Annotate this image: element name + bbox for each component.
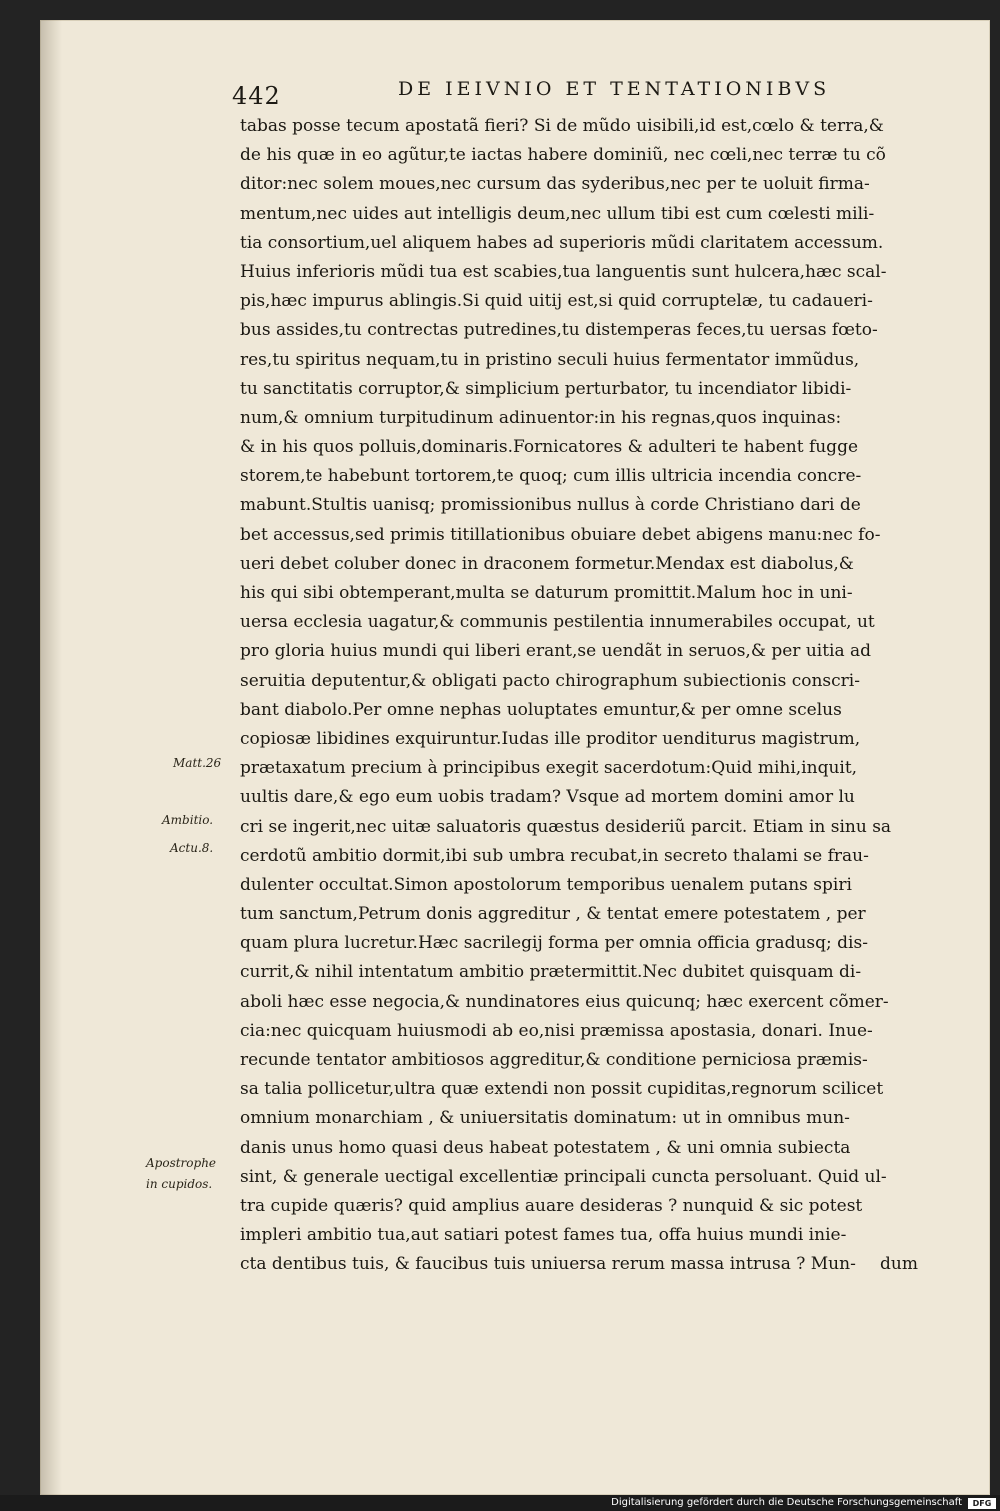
text-line: sint, & generale uectigal excellentiæ principali cuncta persoluant. Quid ul-: [240, 1166, 887, 1187]
text-line: his qui sibi obtemperant,multa se daturum promittit.Malum hoc in uni-: [240, 583, 853, 603]
text-line: cri se ingerit,nec uitæ saluatoris quæstus desideriũ parcit. Etiam in sinu sa: [240, 816, 892, 837]
text-line: tum sanctum,Petrum donis aggreditur , & tentat emere potestatem , per: [240, 904, 866, 925]
margin-note-apostrophe: Apostrophe: [146, 1156, 217, 1170]
text-line: mabunt.Stultis uanisq; promissionibus nullus à corde Christiano dari de: [240, 495, 861, 516]
text-line: bus assides,tu contrectas putredines,tu distemperas feces,tu uersas fœto-: [240, 320, 878, 341]
text-line: storem,te habebunt tortorem,te quoq; cum illis ultricia incendia concre-: [240, 466, 862, 487]
margin-note-matt: Matt.26: [173, 756, 222, 770]
text-line: tabas posse tecum apostatã fieri? Si de mũdo uisibili,id est,cœlo & terra,&: [240, 116, 884, 136]
page-gutter: [40, 20, 62, 1495]
text-line: quam plura lucretur.Hæc sacrilegij forma per omnia officia gradusq; dis-: [240, 933, 868, 954]
text-line: sa talia pollicetur,ultra quæ extendi non possit cupiditas,regnorum scilicet: [240, 1079, 884, 1100]
text-line: ditor:nec solem moues,nec cursum das syderibus,nec per te uoluit firma-: [240, 174, 870, 195]
text-line: uultis dare,& ego eum uobis tradam? Vsque ad mortem domini amor lu: [240, 787, 855, 808]
text-line: cerdotũ ambitio dormit,ibi sub umbra recubat,in secreto thalami se frau-: [240, 845, 869, 866]
text-line: impleri ambitio tua,aut satiari potest fames tua, offa huius mundi inie-: [240, 1225, 847, 1246]
funding-notice: Digitalisierung gefördert durch die Deutsche Forschungsgemeinschaft: [611, 1497, 962, 1508]
text-line: seruitia deputentur,& obligati pacto chirographum subiectionis conscri-: [240, 670, 860, 691]
margin-note-actu: Actu.8.: [170, 841, 214, 855]
margin-note-ambitio: Ambitio.: [162, 813, 214, 827]
text-line: de his quæ in eo agũtur,te iactas habere dominiũ, nec cœli,nec terræ tu cõ: [240, 145, 886, 166]
text-line: cia:nec quicquam huiusmodi ab eo,nisi præmissa apostasia, donari. Inue-: [240, 1020, 873, 1041]
text-line: Huius inferioris mũdi tua est scabies,tua languentis sunt hulcera,hæc scal-: [240, 261, 887, 282]
margin-note-in-cupidos: in cupidos.: [146, 1177, 213, 1191]
text-line: bet accessus,sed primis titillationibus obuiare debet abigens manu:nec fo-: [240, 524, 881, 545]
text-line: pro gloria huius mundi qui liberi erant,se uendãt in seruos,& per uitia ad: [240, 641, 872, 662]
body-text: [240, 112, 940, 1280]
page-number: 442: [232, 82, 281, 110]
text-line: danis unus homo quasi deus habeat potestatem , & uni omnia subiecta: [240, 1137, 851, 1158]
text-line: & in his quos polluis,dominaris.Fornicatores & adulteri te habent fugge: [240, 437, 859, 458]
text-line: num,& omnium turpitudinum adinuentor:in his regnas,quos inquinas:: [240, 407, 842, 428]
running-head: DE IEIVNIO ET TENTATIONIBVS: [398, 78, 831, 100]
text-line: mentum,nec uides aut intelligis deum,nec ullum tibi est cum cœlesti mili-: [240, 203, 875, 224]
text-line: dulenter occultat.Simon apostolorum temporibus uenalem putans spiri: [240, 874, 852, 895]
text-line: bant diabolo.Per omne nephas uoluptates emuntur,& per omne scelus: [240, 699, 842, 720]
text-line: tra cupide quæris? quid amplius auare desideras ? nunquid & sic potest: [240, 1195, 863, 1216]
catchword: dum: [880, 1254, 918, 1274]
text-line: recunde tentator ambitiosos aggreditur,& conditione perniciosa præmis-: [240, 1050, 868, 1070]
text-line: copiosæ libidines exquiruntur.Iudas ille proditor uenditurus magistrum,: [240, 728, 861, 749]
text-line: currit,& nihil intentatum ambitio prætermittit.Nec dubitet quisquam di-: [240, 962, 862, 983]
text-line: ueri debet coluber donec in draconem formetur.Mendax est diabolus,&: [240, 553, 854, 574]
text-line: uersa ecclesia uagatur,& communis pestilentia innumerabiles occupat, ut: [240, 612, 875, 633]
text-line: tia consortium,uel aliquem habes ad superioris mũdi claritatem accessum.: [240, 232, 884, 253]
text-line: tu sanctitatis corruptor,& simplicium perturbator, tu incendiator libidi-: [240, 378, 852, 399]
text-line: omnium monarchiam , & uniuersitatis dominatum: ut in omnibus mun-: [240, 1108, 850, 1129]
text-line: res,tu spiritus nequam,tu in pristino seculi huius fermentator immũdus,: [240, 349, 860, 370]
text-line: prætaxatum precium à principibus exegit sacerdotum:Quid mihi,inquit,: [240, 758, 858, 779]
text-line: aboli hæc esse negocia,& nundinatores eius quicunq; hæc exercent cõmer-: [240, 991, 889, 1012]
text-line: cta dentibus tuis, & faucibus tuis uniuersa rerum massa intrusa ? Mun-: [240, 1254, 856, 1275]
dfg-logo: DFG: [968, 1498, 996, 1509]
text-line: pis,hæc impurus ablingis.Si quid uitij est,si quid corruptelæ, tu cadaueri-: [240, 291, 873, 312]
